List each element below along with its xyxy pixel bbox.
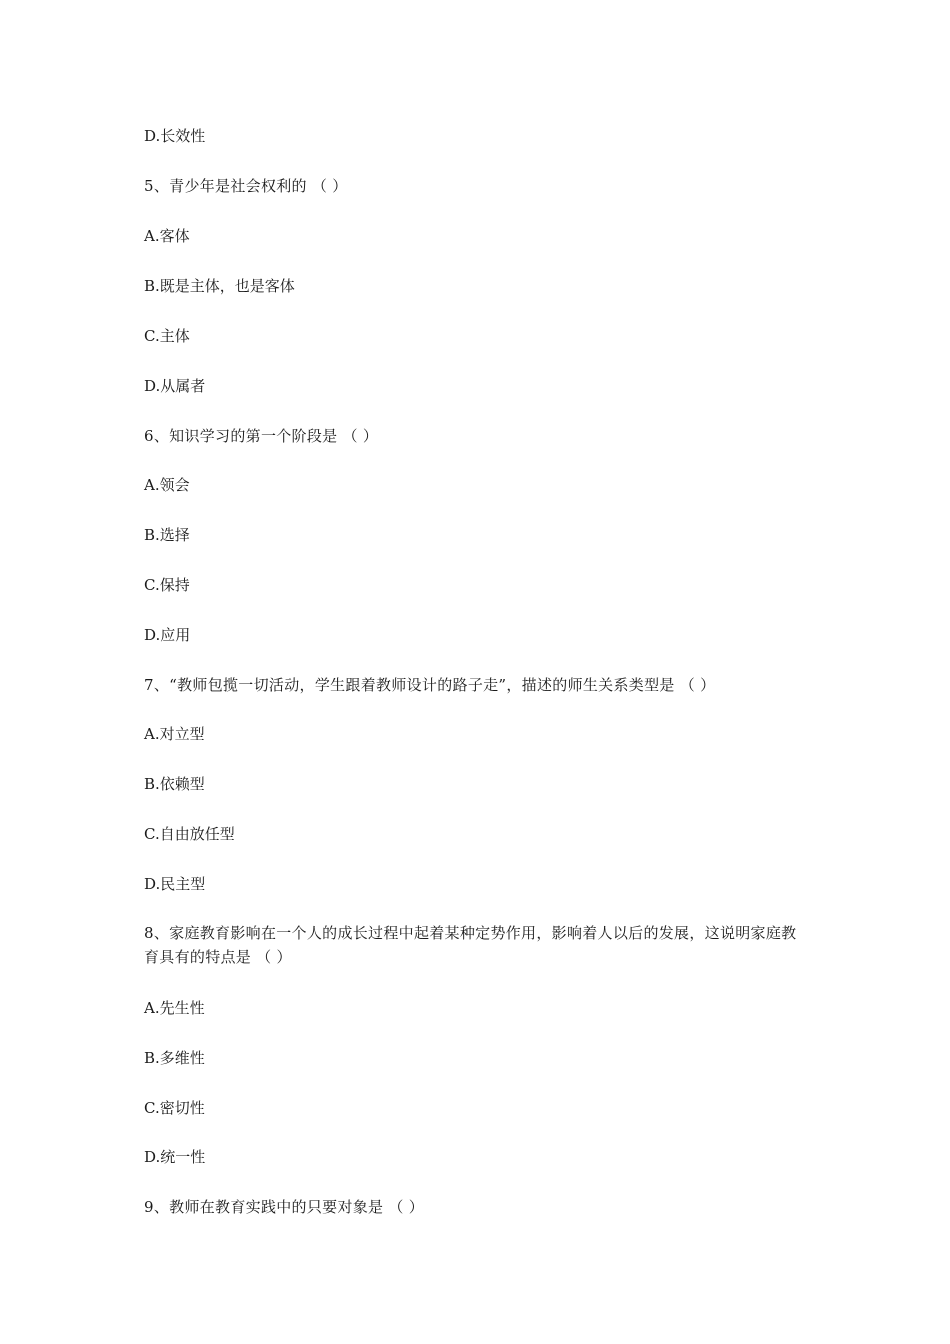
q7-option-a: A.对立型 [144, 725, 205, 743]
question-5: 5、青少年是社会权利的 （ ） [144, 177, 348, 195]
q6-option-b: B.选择 [144, 526, 190, 544]
q4-option-d: D.长效性 [144, 127, 206, 145]
q6-option-a: A.领会 [144, 476, 190, 494]
q8-option-a: A.先生性 [144, 999, 205, 1017]
q6-option-d: D.应用 [144, 626, 191, 644]
q7-option-b: B.依赖型 [144, 775, 205, 793]
q8-option-b: B.多维性 [144, 1049, 205, 1067]
q5-option-b: B.既是主体，也是客体 [144, 277, 295, 295]
q5-option-a: A.客体 [144, 227, 190, 245]
q5-option-c: C.主体 [144, 327, 190, 345]
q8-option-c: C.密切性 [144, 1099, 205, 1117]
question-8: 8、家庭教育影响在一个人的成长过程中起着某种定势作用，影响着人以后的发展，这说明家庭教育具有的特点是 （ ） [144, 924, 797, 966]
q6-option-c: C.保持 [144, 576, 190, 594]
q7-option-c: C.自由放任型 [144, 825, 235, 843]
question-9: 9、教师在教育实践中的只要对象是 （ ） [144, 1198, 425, 1216]
q5-option-d: D.从属者 [144, 377, 206, 395]
question-6: 6、知识学习的第一个阶段是 （ ） [144, 427, 379, 445]
question-7: 7、“教师包揽一切活动，学生跟着教师设计的路子走”，描述的师生关系类型是 （ ） [144, 676, 716, 694]
q8-option-d: D.统一性 [144, 1148, 206, 1166]
q7-option-d: D.民主型 [144, 875, 206, 893]
